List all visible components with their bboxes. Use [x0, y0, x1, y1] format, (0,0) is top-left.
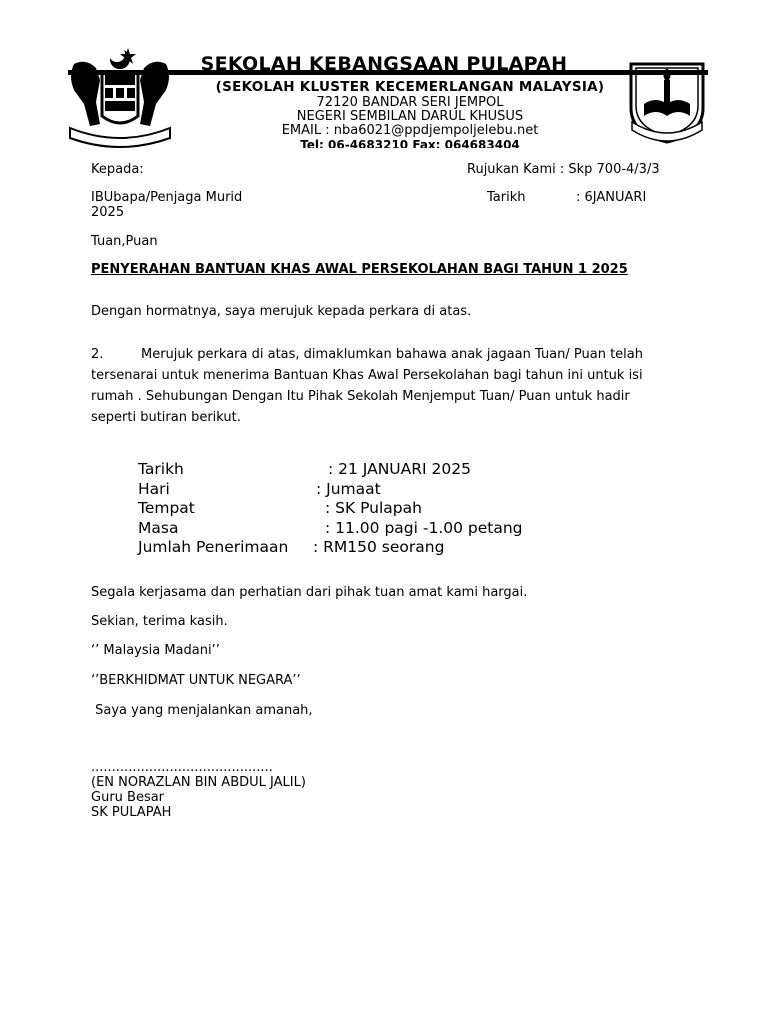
detail-label-time: Masa: [138, 519, 179, 537]
signer-school: SK PULAPAH: [91, 805, 172, 820]
detail-label-day: Hari: [138, 480, 170, 498]
detail-value-time: : 11.00 pagi -1.00 petang: [325, 519, 523, 537]
detail-value-day: : Jumaat: [316, 480, 381, 498]
salutation: Tuan,Puan: [91, 234, 158, 249]
detail-label-amount: Jumlah Penerimaan: [138, 538, 289, 556]
intro-paragraph: Dengan hormatnya, saya merujuk kepada perkara di atas.: [91, 304, 472, 319]
to-label: Kepada:: [91, 162, 144, 177]
signature-line: ............................................: [91, 760, 273, 775]
motto-madani: ‘’ Malaysia Madani’’: [91, 643, 220, 658]
address-line-2: NEGERI SEMBILAN DARUL KHUSUS: [296, 109, 524, 124]
detail-label-date: Tarikh: [138, 460, 184, 478]
motto-berkhidmat: ‘’BERKHIDMAT UNTUK NEGARA’’: [91, 673, 301, 688]
signer-title: Guru Besar: [91, 790, 165, 805]
detail-value-place: : SK Pulapah: [325, 499, 422, 517]
address-line-1: 72120 BANDAR SERI JEMPOL: [316, 95, 504, 110]
paragraph-number: 2.: [91, 347, 104, 362]
school-cluster: (SEKOLAH KLUSTER KECEMERLANGAN MALAYSIA): [215, 79, 605, 95]
email-line: EMAIL : nba6021@ppdjempoljelebu.net: [281, 123, 539, 138]
phone-fax-line: Tel: 06-4683210 Fax: 064683404: [300, 138, 520, 148]
paragraph-2-line-3: rumah . Sehubungan Dengan Itu Pihak Sekolah Menjemput Tuan/ Puan untuk hadir: [91, 389, 630, 404]
closing-thanks: Sekian, terima kasih.: [91, 614, 228, 629]
paragraph-2-line-1: Merujuk perkara di atas, dimaklumkan bahawa anak jagaan Tuan/ Puan telah: [141, 347, 643, 362]
school-name: SEKOLAH KEBANGSAAN PULAPAH: [200, 53, 568, 70]
date-label: Tarikh: [487, 190, 526, 205]
reference-number: Rujukan Kami : Skp 700-4/3/3: [467, 162, 660, 177]
letter-subject: PENYERAHAN BANTUAN KHAS AWAL PERSEKOLAHAN BAGI TAHUN 1 2025: [91, 262, 628, 277]
recipient: IBUbapa/Penjaga Murid: [91, 190, 243, 205]
detail-label-place: Tempat: [138, 499, 195, 517]
signer-name: (EN NORAZLAN BIN ABDUL JALIL): [91, 775, 306, 790]
amanah-line: Saya yang menjalankan amanah,: [91, 703, 313, 718]
date-value: : 6JANUARI: [576, 190, 647, 205]
header-rule: [68, 70, 708, 75]
detail-value-amount: : RM150 seorang: [313, 538, 445, 556]
detail-value-date: : 21 JANUARI 2025: [328, 460, 471, 478]
paragraph-2-line-2: tersenarai untuk menerima Bantuan Khas Awal Persekolahan bagi tahun ini untuk isi: [91, 368, 643, 383]
paragraph-2-line-4: seperti butiran berikut.: [91, 410, 241, 425]
closing-appreciation: Segala kerjasama dan perhatian dari pihak tuan amat kami hargai.: [91, 585, 528, 600]
date-year: 2025: [91, 205, 125, 220]
